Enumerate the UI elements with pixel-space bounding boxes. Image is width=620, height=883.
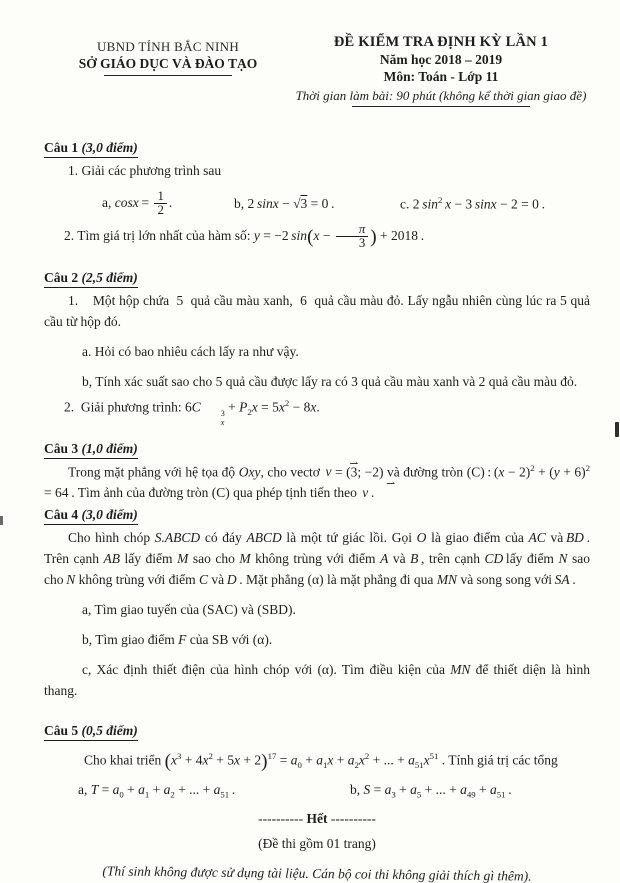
question-5-label: Câu 5 — [44, 723, 79, 739]
issuing-authority-block — [44, 34, 292, 107]
sum-S-expression: b, $S = a_3 + a_5$ + ... + $a_{49} + a_{51}$ . — [350, 782, 512, 800]
question-3-points: (1,0 điểm) — [81, 440, 138, 456]
question-3-heading — [44, 441, 138, 459]
question-1 — [44, 140, 590, 251]
question-2-label: Câu 2 — [44, 269, 79, 285]
candidate-instruction-note: (Thí sinh không được sử dụng tài liệu. Cán bộ coi thi không giải thích gì thêm). — [102, 863, 532, 883]
province-name: UBND TỈNH BẮC NINH — [96, 39, 240, 54]
subject-grade: Môn: Toán - Lớp 11 — [383, 69, 499, 84]
department-name: SỞ GIÁO DỤC VÀ ĐÀO TẠO — [78, 56, 258, 71]
question-2-item-2: 2. Giải phương trình: 6C 3 x + $P_2x = 5x^2 - 8x$. — [64, 398, 320, 428]
question-5 — [44, 723, 590, 799]
equation-1b: b, 2 sinx − √3 = 0 . — [234, 195, 335, 211]
exam-title-block — [292, 34, 590, 107]
equation-1a: a, cosx = $\frac{1}{2}$ . — [102, 188, 173, 218]
question-4-body: Cho hình chóp S.ABCD có đáy ABCD là một tứ giác lồi. Gọi O là giao điểm của AC và BD . Trên cạnh AB lấy điểm M sao cho M không trùng với điểm A và B , trên cạnh CD lấy điểm N sao cho N không trùng với điểm C và D . Mặt phẳng (α) là mặt phẳng đi qua MN và song song với SA . — [44, 529, 591, 587]
duration-note: Thời gian làm bài: 90 phút (không kể thời gian giao đề) — [295, 88, 587, 103]
question-4-part-a: a, Tìm giao tuyến của (SAC) và (SBD). — [82, 601, 296, 617]
question-4-points: (3,0 điểm) — [81, 506, 138, 522]
question-5-heading — [44, 723, 138, 741]
question-1-equations-row — [102, 190, 590, 218]
question-4-part-c: c, Xác định thiết điện của hình chóp với (α). Tìm điều kiện của MN để thiết diện là hình thang. — [44, 661, 590, 698]
header-left-underline — [104, 75, 232, 76]
question-1-points: (3,0 điểm) — [81, 140, 138, 155]
scan-artifact — [0, 516, 3, 525]
header-right-underline — [352, 106, 530, 107]
exam-header — [44, 34, 590, 107]
question-1-label: Câu 1 — [44, 140, 79, 155]
question-1-item-2: 2. Tìm giá trị lớn nhất của hàm số: y = −2 sin(x − $\frac{\pi}{3}$ ) + 2018 . — [64, 221, 425, 251]
question-2-part-a: a. Hỏi có bao nhiêu cách lấy ra như vậy. — [82, 343, 299, 359]
question-5-sums-row — [78, 782, 590, 800]
question-5-points: (0,5 điểm) — [81, 723, 138, 739]
question-1-item-1: 1. Giải các phương trình sau — [68, 163, 222, 178]
question-3 — [44, 441, 590, 504]
end-of-exam-marker: ---------- Hết ---------- — [258, 810, 376, 826]
question-4-part-b: b, Tìm giao điểm F của SB với (α). — [82, 631, 273, 647]
question-4-label: Câu 4 — [44, 506, 79, 522]
school-year: Năm học 2018 – 2019 — [379, 52, 503, 67]
sum-T-expression: a, $T = a_0 + a_1 + a_2$ + ... + $a_{51}$ . — [78, 782, 236, 800]
question-1-heading — [44, 140, 138, 158]
exam-title: ĐỀ KIỂM TRA ĐỊNH KỲ LẦN 1 — [333, 34, 549, 50]
question-2-heading — [44, 270, 138, 288]
question-4-heading — [44, 507, 138, 525]
question-2-item-1: 1. Một hộp chứa 5 quả cầu màu xanh, 6 quả cầu màu đỏ. Lấy ngẫu nhiên cùng lúc ra 5 quả cầu từ hộp đó. — [44, 292, 590, 329]
question-3-body: Trong mặt phẳng với hệ tọa độ Oxy, cho vectơ v ⇀ = (3; −2) và đường tròn (C) : $(x - 2)^2 + (y + 6)^2 = 64$ . Tìm ảnh của đường tròn (C) qua phép tịnh tiến theo v ⇀ . — [44, 462, 590, 504]
question-3-label: Câu 3 — [44, 440, 79, 456]
question-2-part-b: b, Tính xác suất sao cho 5 quả cầu được lấy ra có 3 quả cầu màu xanh và 2 quả cầu màu đỏ. — [82, 373, 578, 389]
question-5-body: Cho khai triển $(x^3 + 4x^2 + 5x + 2)^{17} = a_0 + a_1x + a_2x^2$ + ... + $a_{51}x^{51}$ . Tính giá trị các tổng — [84, 751, 558, 773]
scan-artifact — [615, 422, 619, 437]
page-count-note: (Đề thi gồm 01 trang) — [258, 835, 376, 851]
question-2-points: (2,5 điểm) — [81, 269, 138, 285]
question-2 — [44, 270, 590, 428]
question-4 — [44, 507, 590, 701]
equation-1c: c. 2 $\sin^2 x - 3$ sinx − 2 = 0 . — [400, 195, 545, 212]
